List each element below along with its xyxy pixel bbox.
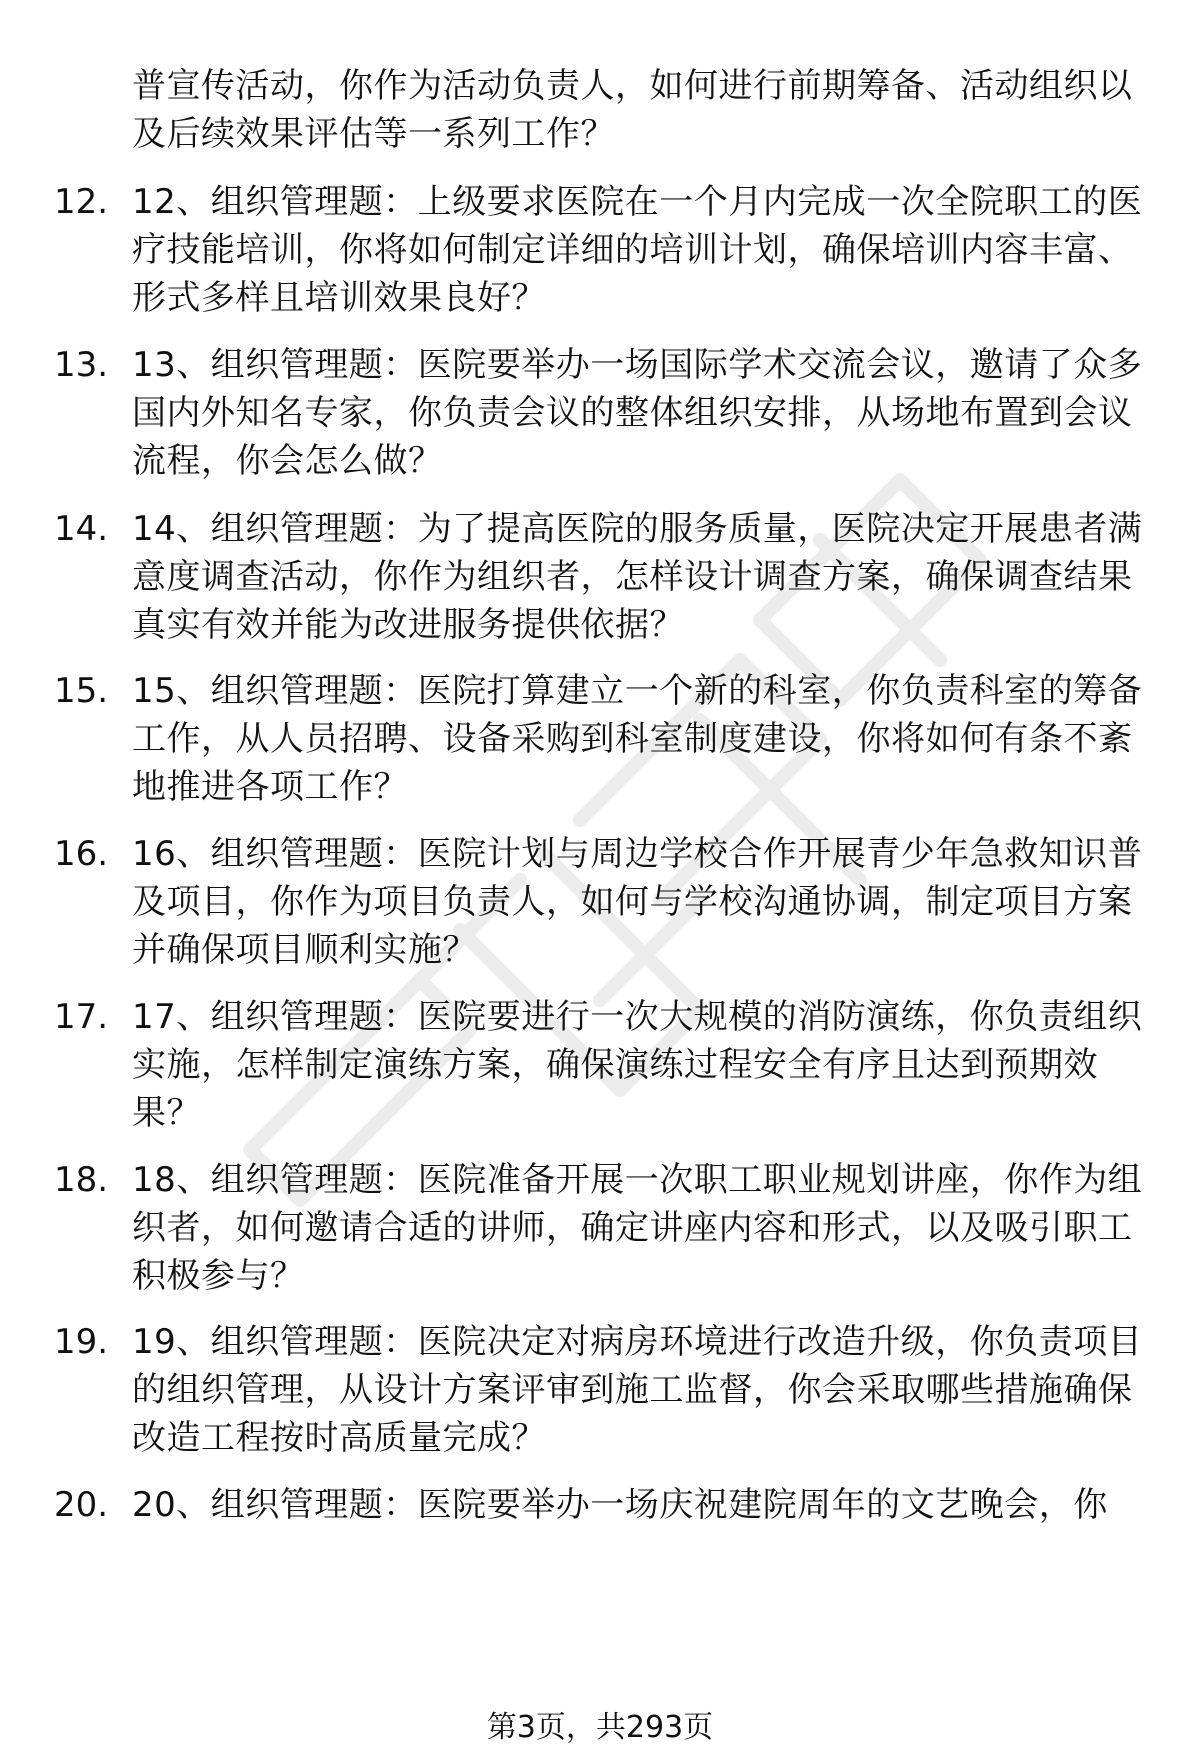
question-text: 18、组织管理题：医院准备开展一次职工职业规划讲座，你作为组织者，如何邀请合适的讲师，确定讲座内容和形式，以及吸引职工积极参与？	[132, 1160, 1143, 1296]
item-number: 18.	[54, 1160, 109, 1200]
question-text: 13、组织管理题：医院要举办一场国际学术交流会议，邀请了众多国内外知名专家，你负责会议的整体组织安排，从场地布置到会议流程，你会怎么做？	[132, 345, 1143, 481]
question-text: 12、组织管理题：上级要求医院在一个月内完成一次全院职工的医疗技能培训，你将如何制定详细的培训计划，确保培训内容丰富、形式多样且培训效果良好？	[132, 182, 1143, 318]
item-number: 12.	[54, 182, 109, 222]
item-number: 15.	[54, 671, 109, 711]
item-number: 19.	[54, 1322, 109, 1362]
item-number: 13.	[54, 345, 109, 385]
question-text: 20、组织管理题：医院要举办一场庆祝建院周年的文艺晚会，你	[132, 1485, 1108, 1525]
item-number: 17.	[54, 997, 109, 1037]
question-text: 19、组织管理题：医院决定对病房环境进行改造升级，你负责项目的组织管理，从设计方案评审到施工监督，你会采取哪些措施确保改造工程按时高质量完成？	[132, 1322, 1143, 1458]
intro-paragraph: 普宣传活动，你作为活动负责人，如何进行前期筹备、活动组织以及后续效果评估等一系列工作？	[132, 66, 1133, 154]
question-text: 14、组织管理题：为了提高医院的服务质量，医院决定开展患者满意度调查活动，你作为组织者，怎样设计调查方案，确保调查结果真实有效并能为改进服务提供依据？	[132, 509, 1143, 645]
item-number: 14.	[54, 509, 109, 549]
question-text: 16、组织管理题：医院计划与周边学校合作开展青少年急救知识普及项目，你作为项目负责人，如何与学校沟通协调，制定项目方案并确保项目顺利实施？	[132, 834, 1143, 970]
page-footer: 第3页，共293页	[486, 1710, 714, 1745]
item-number: 20.	[54, 1485, 109, 1525]
question-text: 17、组织管理题：医院要进行一次大规模的消防演练，你负责组织实施，怎样制定演练方案，确保演练过程安全有序且达到预期效果？	[132, 997, 1143, 1133]
item-number: 16.	[54, 834, 109, 874]
question-text: 15、组织管理题：医院打算建立一个新的科室，你负责科室的筹备工作，从人员招聘、设备采购到科室制度建设，你将如何有条不紊地推进各项工作？	[132, 671, 1143, 807]
